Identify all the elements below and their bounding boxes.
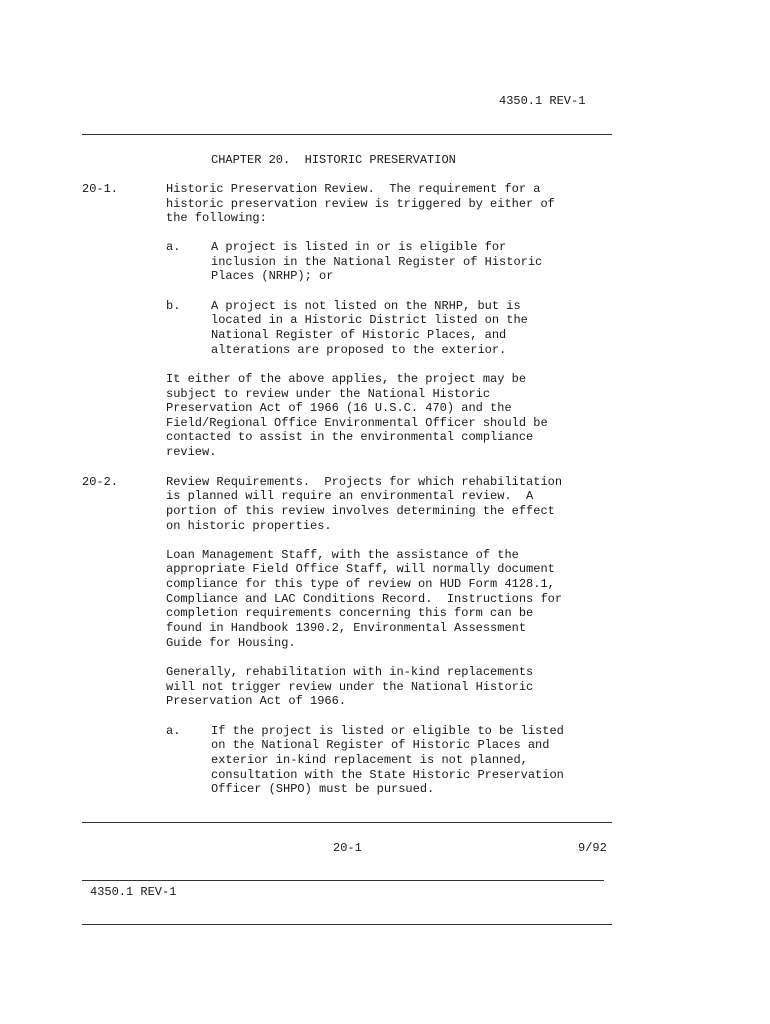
list-item-line: National Register of Historic Places, and — [211, 328, 507, 342]
section-paragraph-line: on historic properties. — [166, 519, 332, 533]
list-item-line: If the project is listed or eligible to be listed — [211, 724, 564, 738]
section-paragraph-line: contacted to assist in the environmental compliance — [166, 430, 534, 444]
list-item-line: inclusion in the National Register of Historic — [211, 255, 543, 269]
section-paragraph-line: Compliance and LAC Conditions Record. Instructions for — [166, 592, 563, 606]
list-item-line: alterations are proposed to the exterior. — [211, 343, 507, 357]
list-item-line: A project is not listed on the NRHP, but is — [211, 299, 521, 313]
list-item-marker: b. — [166, 299, 181, 313]
header-divider — [82, 134, 612, 135]
section-paragraph-line: Guide for Housing. — [166, 636, 296, 650]
list-item-line: exterior in-kind replacement is not planned, — [211, 753, 528, 767]
section-paragraph-line: Generally, rehabilitation with in-kind replacements — [166, 665, 534, 679]
section-paragraph-line: compliance for this type of review on HUD Form 4128.1, — [166, 577, 555, 591]
list-item-marker: a. — [166, 724, 181, 738]
section-paragraph-line: Preservation Act of 1966 (16 U.S.C. 470) and the — [166, 401, 512, 415]
section-paragraph-line: Review Requirements. Projects for which rehabilitation — [166, 475, 563, 489]
section-paragraph-line: will not trigger review under the National Historic — [166, 680, 534, 694]
section-paragraph-line: the following: — [166, 211, 267, 225]
list-item-line: Officer (SHPO) must be pursued. — [211, 782, 435, 796]
section-paragraph-line: found in Handbook 1390.2, Environmental Assessment — [166, 621, 527, 635]
next-page-header-divider — [82, 924, 612, 925]
list-item-line: consultation with the State Historic Preservation — [211, 768, 564, 782]
section-paragraph-line: Loan Management Staff, with the assistance of the — [166, 548, 519, 562]
header-doc-number: 4350.1 REV-1 — [499, 94, 586, 108]
section-paragraph-line: appropriate Field Office Staff, will normally document — [166, 562, 555, 576]
list-item-line: located in a Historic District listed on the — [211, 313, 528, 327]
footer-page-number: 20-1 — [333, 841, 362, 855]
section-paragraph-line: Historic Preservation Review. The requirement for a — [166, 182, 541, 196]
section-paragraph-line: subject to review under the National Historic — [166, 387, 491, 401]
section-paragraph-line: Field/Regional Office Environmental Officer should be — [166, 416, 548, 430]
section-paragraph-line: completion requirements concerning this form can be — [166, 606, 534, 620]
section-paragraph-line: Preservation Act of 1966. — [166, 694, 347, 708]
section-paragraph-line: portion of this review involves determining the effect — [166, 504, 555, 518]
footer-divider — [82, 822, 612, 823]
section-paragraph-line: It either of the above applies, the project may be — [166, 372, 527, 386]
section-number: 20-1. — [82, 182, 119, 196]
next-page-doc-number: 4350.1 REV-1 — [90, 885, 177, 899]
list-item-marker: a. — [166, 240, 181, 254]
page-break-divider — [82, 880, 604, 881]
section-paragraph-line: historic preservation review is triggered by either of — [166, 197, 555, 211]
list-item-line: on the National Register of Historic Places and — [211, 738, 550, 752]
section-number: 20-2. — [82, 475, 119, 489]
chapter-title: CHAPTER 20. HISTORIC PRESERVATION — [211, 153, 456, 167]
section-paragraph-line: is planned will require an environmental review. A — [166, 489, 534, 503]
footer-date: 9/92 — [578, 841, 607, 855]
list-item-line: A project is listed in or is eligible for — [211, 240, 507, 254]
list-item-line: Places (NRHP); or — [211, 269, 334, 283]
section-paragraph-line: review. — [166, 445, 217, 459]
